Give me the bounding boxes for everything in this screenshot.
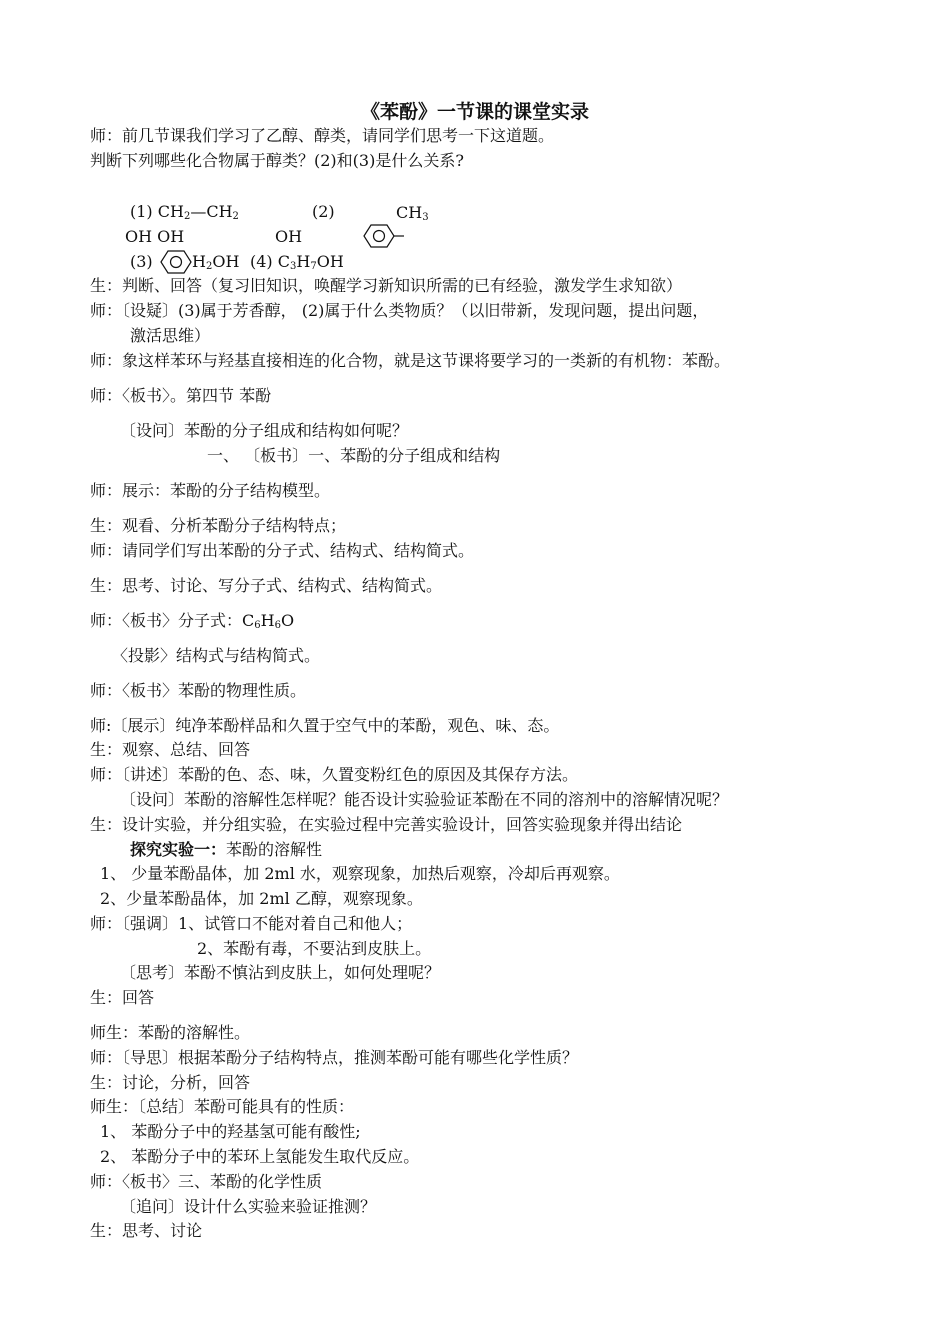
- compound-1-hydroxyls: OH OH: [125, 227, 185, 246]
- text-line: 生：回答: [90, 988, 155, 1007]
- text-line: 师：〈板书〉。第四节 苯酚: [90, 386, 272, 405]
- text-line: 生：思考、讨论、写分子式、结构式、结构简式。: [90, 576, 443, 595]
- text-line: 师：请同学们写出苯酚的分子式、结构式、结构简式。: [90, 541, 475, 560]
- text-line: 师：前几节课我们学习了乙醇、醇类，请同学们思考一下这道题。: [90, 126, 555, 145]
- text-line: 师：〈板书〉三、苯酚的化学性质: [90, 1172, 323, 1191]
- text-line: 〈投影〉结构式与结构简式。: [112, 646, 321, 665]
- text-line: 判断下列哪些化合物属于醇类？(2)和(3)是什么关系?: [90, 151, 464, 170]
- experiment-heading: 探究实验一：苯酚的溶解性: [130, 840, 323, 859]
- text-line: 师：〔讲述〕苯酚的色、态、味，久置变粉红色的原因及其保存方法。: [90, 765, 579, 784]
- text-line: 师：〈板书〉苯酚的物理性质。: [90, 681, 307, 700]
- text-line: 师生：〔总结〕苯酚可能具有的性质：: [90, 1097, 355, 1116]
- text-line: 师:〔展示〕纯净苯酚样品和久置于空气中的苯酚，观色、味、态。: [90, 716, 560, 735]
- compound-2-methyl: $CH_3$: [396, 203, 429, 223]
- benzene-ring-icon: [360, 222, 410, 250]
- section-heading: 一、 〔板书〕一、苯酚的分子组成和结构: [207, 446, 501, 465]
- list-item: 1、 苯酚分子中的羟基氢可能有酸性;: [100, 1122, 361, 1141]
- benzene-ring-icon: [158, 248, 194, 276]
- compound-4: (4) $C_3H_7OH$: [250, 252, 344, 272]
- list-item: 2、少量苯酚晶体，加 2ml 乙醇，观察现象。: [100, 889, 423, 908]
- text-line: 师：展示：苯酚的分子结构模型。: [90, 481, 331, 500]
- list-item: 1、 少量苯酚晶体，加 2ml 水，观察现象，加热后观察，冷却后再观察。: [100, 864, 620, 883]
- text-line: 生：判断、回答（复习旧知识，唤醒学习新知识所需的已有经验，激发学生求知欲）: [90, 276, 683, 295]
- compound-2-hydroxyl: OH: [275, 227, 303, 246]
- text-line: 师：〔设疑〕(3)属于芳香醇， (2)属于什么类物质？（以旧带新，发现问题，提出问题，: [90, 301, 709, 320]
- text-line: 生：思考、讨论: [90, 1221, 203, 1240]
- text-line: 师：〔导思〕根据苯酚分子结构特点，推测苯酚可能有哪些化学性质？: [90, 1048, 579, 1067]
- text-line: 〔追问〕设计什么实验来验证推测？: [120, 1197, 377, 1216]
- text-line: 〔设问〕苯酚的溶解性怎样呢？能否设计实验验证苯酚在不同的溶剂中的溶解情况呢？: [120, 790, 729, 809]
- text-line: 〔思考〕苯酚不慎沾到皮肤上，如何处理呢？: [120, 963, 441, 982]
- text-line: 生：讨论，分析，回答: [90, 1073, 251, 1092]
- molecular-formula-line: 师：〈板书〉分子式：$C_6H_6O$: [90, 611, 295, 631]
- text-line: 生：观看、分析苯酚分子结构特点；: [90, 516, 347, 535]
- compound-3-group: $H_2OH$: [192, 252, 240, 272]
- text-line: 生：设计实验，并分组实验，在实验过程中完善实验设计，回答实验现象并得出结论: [90, 815, 683, 834]
- text-line: 激活思维）: [130, 326, 211, 345]
- text-line: 2、苯酚有毒，不要沾到皮肤上。: [197, 939, 432, 958]
- compound-3-label: (3): [130, 252, 153, 271]
- list-item: 2、 苯酚分子中的苯环上氢能发生取代反应。: [100, 1147, 420, 1166]
- text-line: 〔设问〕苯酚的分子组成和结构如何呢？: [120, 421, 409, 440]
- document-title: 《苯酚》一节课的课堂实录: [360, 101, 589, 123]
- text-line: 生：观察、总结、回答: [90, 740, 251, 759]
- text-line: 师：象这样苯环与羟基直接相连的化合物，就是这节课将要学习的一类新的有机物：苯酚。: [90, 351, 731, 370]
- compound-1: (1) $CH_2—CH_2$: [130, 202, 239, 222]
- compound-2-label: (2): [312, 202, 335, 221]
- text-line: 师生：苯酚的溶解性。: [90, 1023, 251, 1042]
- text-line: 师：〔强调〕1、试管口不能对着自己和他人；: [90, 914, 413, 933]
